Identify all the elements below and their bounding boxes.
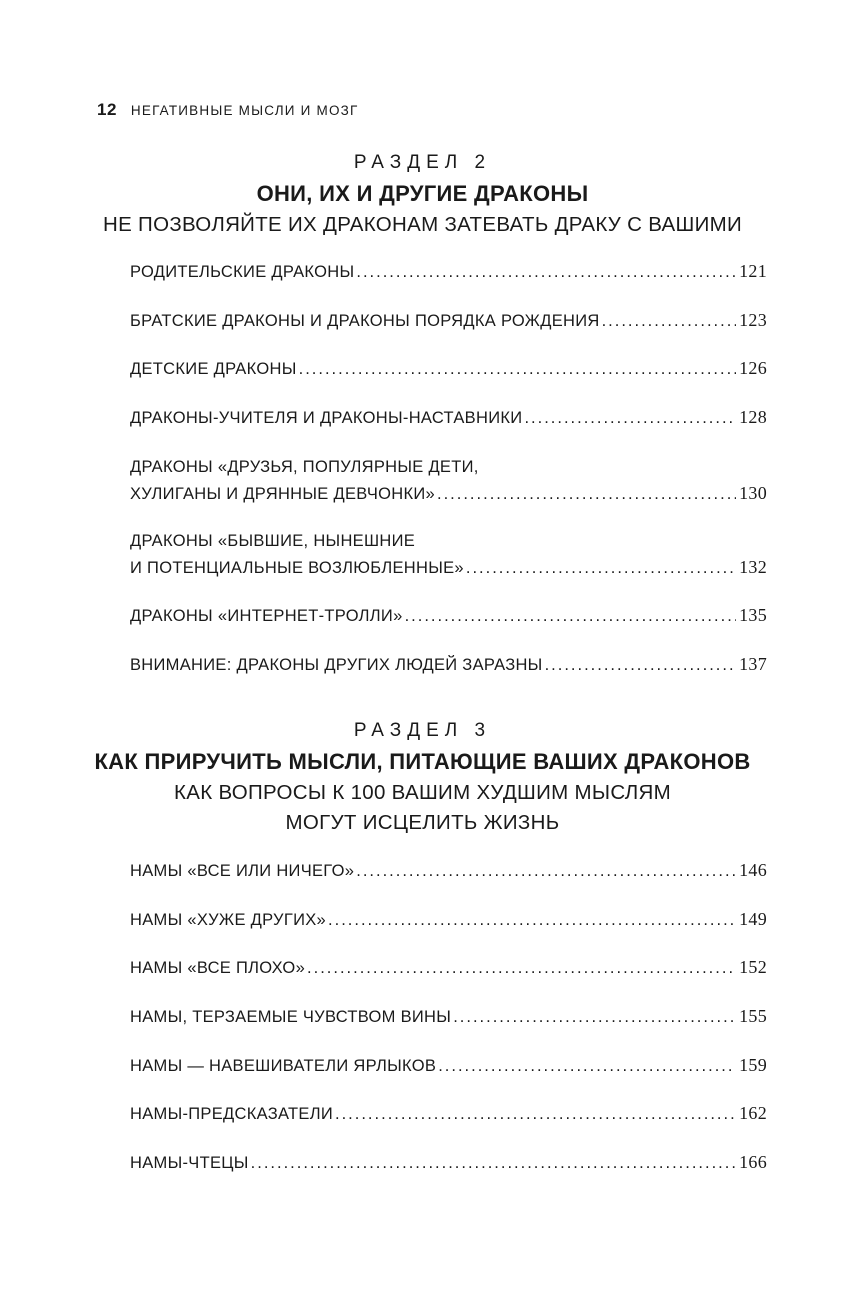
toc-entry[interactable] [130, 454, 767, 507]
dot-leader [356, 858, 736, 884]
toc-entry-title: НАМЫ «ВСЕ ПЛОХО» [130, 959, 306, 977]
section-title: КАК ПРИРУЧИТЬ МЫСЛИ, ПИТАЮЩИЕ ВАШИХ ДРАКОНОВ [94, 749, 751, 774]
dot-leader [307, 955, 736, 981]
toc-page-number: 130 [739, 483, 767, 503]
toc-page-number: 159 [739, 1055, 767, 1075]
dot-leader [545, 652, 737, 678]
dot-leader [405, 603, 737, 629]
book-title: НЕГАТИВНЫЕ МЫСЛИ И МОЗГ [130, 103, 359, 118]
toc-entry-title: НАМЫ «ВСЕ ИЛИ НИЧЕГО» [130, 862, 355, 880]
toc-entry-title: ДЕТСКИЕ ДРАКОНЫ [130, 360, 297, 378]
toc-entry-title: НАМЫ «ХУЖЕ ДРУГИХ» [130, 911, 327, 929]
toc-entry-title: НАМЫ, ТЕРЗАЕМЫЕ ЧУВСТВОМ ВИНЫ [130, 1008, 452, 1026]
toc-entry-title: НАМЫ — НАВЕШИВАТЕЛИ ЯРЛЫКОВ [130, 1057, 437, 1075]
toc-entry[interactable] [130, 1052, 767, 1079]
toc-entry[interactable] [130, 1003, 767, 1030]
dot-leader [524, 405, 736, 431]
toc-page-number: 152 [739, 957, 767, 977]
toc-entry-title: РОДИТЕЛЬСКИЕ ДРАКОНЫ [130, 263, 355, 281]
section-2-heading [0, 150, 845, 240]
toc-entry[interactable] [130, 651, 767, 678]
toc-page-number: 162 [739, 1103, 767, 1123]
toc-entry-title-line: И ПОТЕНЦИАЛЬНЫЕ ВОЗЛЮБЛЕННЫЕ» [130, 559, 464, 577]
page-number: 12 [97, 100, 117, 119]
dot-leader [437, 481, 736, 507]
section-subtitle: КАК ВОПРОСЫ К 100 ВАШИМ ХУДШИМ МЫСЛЯМ [174, 781, 671, 804]
toc-page-number: 166 [739, 1152, 767, 1172]
toc-entry[interactable] [130, 602, 767, 629]
toc-page-number: 132 [739, 557, 767, 577]
dot-leader [335, 1101, 736, 1127]
toc-entry[interactable] [130, 355, 767, 382]
dot-leader [356, 259, 736, 285]
toc-page-number: 128 [739, 407, 767, 427]
section-label: РАЗДЕЛ 3 [353, 720, 492, 741]
section-subtitle: НЕ ПОЗВОЛЯЙТЕ ИХ ДРАКОНАМ ЗАТЕВАТЬ ДРАКУ С ВАШИМИ [102, 213, 743, 236]
toc-page-number: 155 [739, 1006, 767, 1026]
toc-entry-title: НАМЫ-ПРЕДСКАЗАТЕЛИ [130, 1105, 334, 1123]
toc-entry-title: ДРАКОНЫ-УЧИТЕЛЯ И ДРАКОНЫ-НАСТАВНИКИ [130, 409, 523, 427]
toc-entry[interactable] [130, 857, 767, 884]
toc-entry-title: БРАТСКИЕ ДРАКОНЫ И ДРАКОНЫ ПОРЯДКА РОЖДЕНИЯ [130, 312, 600, 330]
toc-entry[interactable] [130, 404, 767, 431]
toc-entry-title-line: ДРАКОНЫ «БЫВШИЕ, НЫНЕШНИЕ [130, 532, 416, 550]
toc-entry[interactable] [130, 528, 767, 581]
toc-entry-title: ВНИМАНИЕ: ДРАКОНЫ ДРУГИХ ЛЮДЕЙ ЗАРАЗНЫ [130, 656, 543, 674]
dot-leader [466, 555, 736, 581]
toc-entry[interactable] [130, 906, 767, 933]
dot-leader [299, 356, 736, 382]
toc-entry[interactable] [130, 258, 767, 285]
toc-page-number: 121 [739, 261, 767, 281]
toc-entry-title-line: ХУЛИГАНЫ И ДРЯННЫЕ ДЕВЧОНКИ» [130, 485, 436, 503]
toc-page-number: 123 [739, 310, 767, 330]
toc-entry[interactable] [130, 954, 767, 981]
toc-entry[interactable] [130, 307, 767, 334]
toc-entry-title: НАМЫ-ЧТЕЦЫ [130, 1154, 249, 1172]
toc-page-number: 126 [739, 358, 767, 378]
section-title: ОНИ, ИХ И ДРУГИЕ ДРАКОНЫ [256, 181, 589, 206]
section-label: РАЗДЕЛ 2 [353, 152, 492, 173]
toc-entry-title-line: ДРАКОНЫ «ДРУЗЬЯ, ПОПУЛЯРНЫЕ ДЕТИ, [130, 458, 479, 476]
toc-entry[interactable] [130, 1149, 767, 1176]
dot-leader [251, 1150, 736, 1176]
dot-leader [438, 1053, 736, 1079]
toc-entry[interactable] [130, 1100, 767, 1127]
toc-page-number: 137 [739, 654, 767, 674]
toc-page-number: 146 [739, 860, 767, 880]
dot-leader [328, 907, 736, 933]
section-subtitle: МОГУТ ИСЦЕЛИТЬ ЖИЗНЬ [285, 811, 560, 834]
toc-page-number: 149 [739, 909, 767, 929]
section-3-heading [0, 718, 845, 838]
toc-page-number: 135 [739, 605, 767, 625]
running-head [97, 100, 359, 120]
dot-leader [602, 308, 737, 334]
dot-leader [453, 1004, 736, 1030]
toc-entry-title: ДРАКОНЫ «ИНТЕРНЕТ-ТРОЛЛИ» [130, 607, 403, 625]
